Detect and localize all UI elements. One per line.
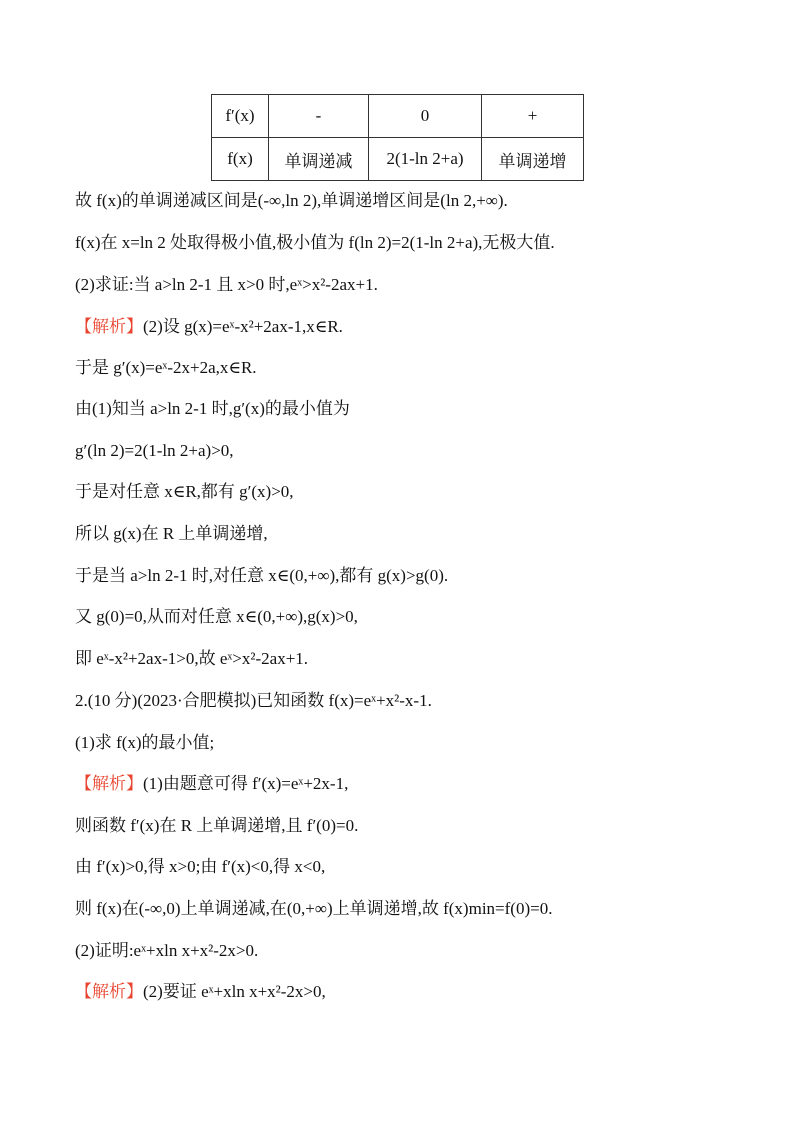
analysis-tag: 【解析】 (75, 982, 143, 1001)
monotonicity-table (211, 94, 584, 181)
text-line (75, 398, 350, 420)
text-line (75, 232, 555, 254)
line-text: (2)设 g(x)=eˣ-x²+2ax-1,x∈R. (143, 317, 343, 336)
table-cell: 单调递增 (482, 138, 584, 181)
line-text: (2)证明:eˣ+xln x+x²-2x>0. (75, 941, 259, 960)
line-text: 于是 g′(x)=eˣ-2x+2a,x∈R. (75, 358, 257, 377)
line-text: 由(1)知当 a>ln 2-1 时,g′(x)的最小值为 (75, 399, 350, 418)
text-line (75, 523, 268, 545)
table-cell: 单调递减 (269, 138, 369, 181)
table-cell: f′(x) (212, 95, 269, 138)
line-text: 所以 g(x)在 R 上单调递增, (75, 524, 268, 543)
text-line (75, 773, 348, 795)
line-text: 于是对任意 x∈R,都有 g′(x)>0, (75, 482, 294, 501)
line-text: 即 eˣ-x²+2ax-1>0,故 eˣ>x²-2ax+1. (75, 649, 309, 668)
line-text: 又 g(0)=0,从而对任意 x∈(0,+∞),g(x)>0, (75, 607, 358, 626)
text-line (75, 565, 448, 587)
text-line (75, 856, 325, 878)
analysis-tag: 【解析】 (75, 774, 143, 793)
line-text: 故 f(x)的单调递减区间是(-∞,ln 2),单调递增区间是(ln 2,+∞). (75, 191, 508, 210)
analysis-tag: 【解析】 (75, 317, 143, 336)
line-text: (2)求证:当 a>ln 2-1 且 x>0 时,eˣ>x²-2ax+1. (75, 275, 378, 294)
text-line (75, 481, 294, 503)
text-line (75, 690, 432, 712)
text-line (75, 606, 358, 628)
line-text: 2.(10 分)(2023·合肥模拟)已知函数 f(x)=eˣ+x²-x-1. (75, 691, 432, 710)
text-line (75, 981, 326, 1003)
line-text: 于是当 a>ln 2-1 时,对任意 x∈(0,+∞),都有 g(x)>g(0). (75, 566, 449, 585)
table-cell: - (269, 95, 369, 138)
text-line (75, 648, 308, 670)
line-text: 则 f(x)在(-∞,0)上单调递减,在(0,+∞)上单调递增,故 f(x)min=f(0)=0. (75, 899, 553, 918)
text-line (75, 190, 508, 212)
line-text: 由 f′(x)>0,得 x>0;由 f′(x)<0,得 x<0, (75, 857, 326, 876)
text-line (75, 316, 343, 338)
text-line (75, 815, 358, 837)
table-cell: + (482, 95, 584, 138)
table-cell: 0 (369, 95, 482, 138)
line-text: 则函数 f′(x)在 R 上单调递增,且 f′(0)=0. (75, 816, 359, 835)
table-row (212, 138, 584, 181)
text-line (75, 440, 234, 462)
table-cell: f(x) (212, 138, 269, 181)
text-line (75, 274, 378, 296)
text-line (75, 940, 258, 962)
line-text: (2)要证 eˣ+xln x+x²-2x>0, (143, 982, 326, 1001)
line-text: f(x)在 x=ln 2 处取得极小值,极小值为 f(ln 2)=2(1-ln 2+a),无极大值. (75, 233, 555, 252)
text-line (75, 732, 214, 754)
line-text: (1)求 f(x)的最小值; (75, 733, 215, 752)
table-cell: 2(1-ln 2+a) (369, 138, 482, 181)
text-line (75, 357, 257, 379)
table-row (212, 95, 584, 138)
line-text: g′(ln 2)=2(1-ln 2+a)>0, (75, 441, 234, 460)
text-line (75, 898, 552, 920)
line-text: (1)由题意可得 f′(x)=eˣ+2x-1, (143, 774, 349, 793)
